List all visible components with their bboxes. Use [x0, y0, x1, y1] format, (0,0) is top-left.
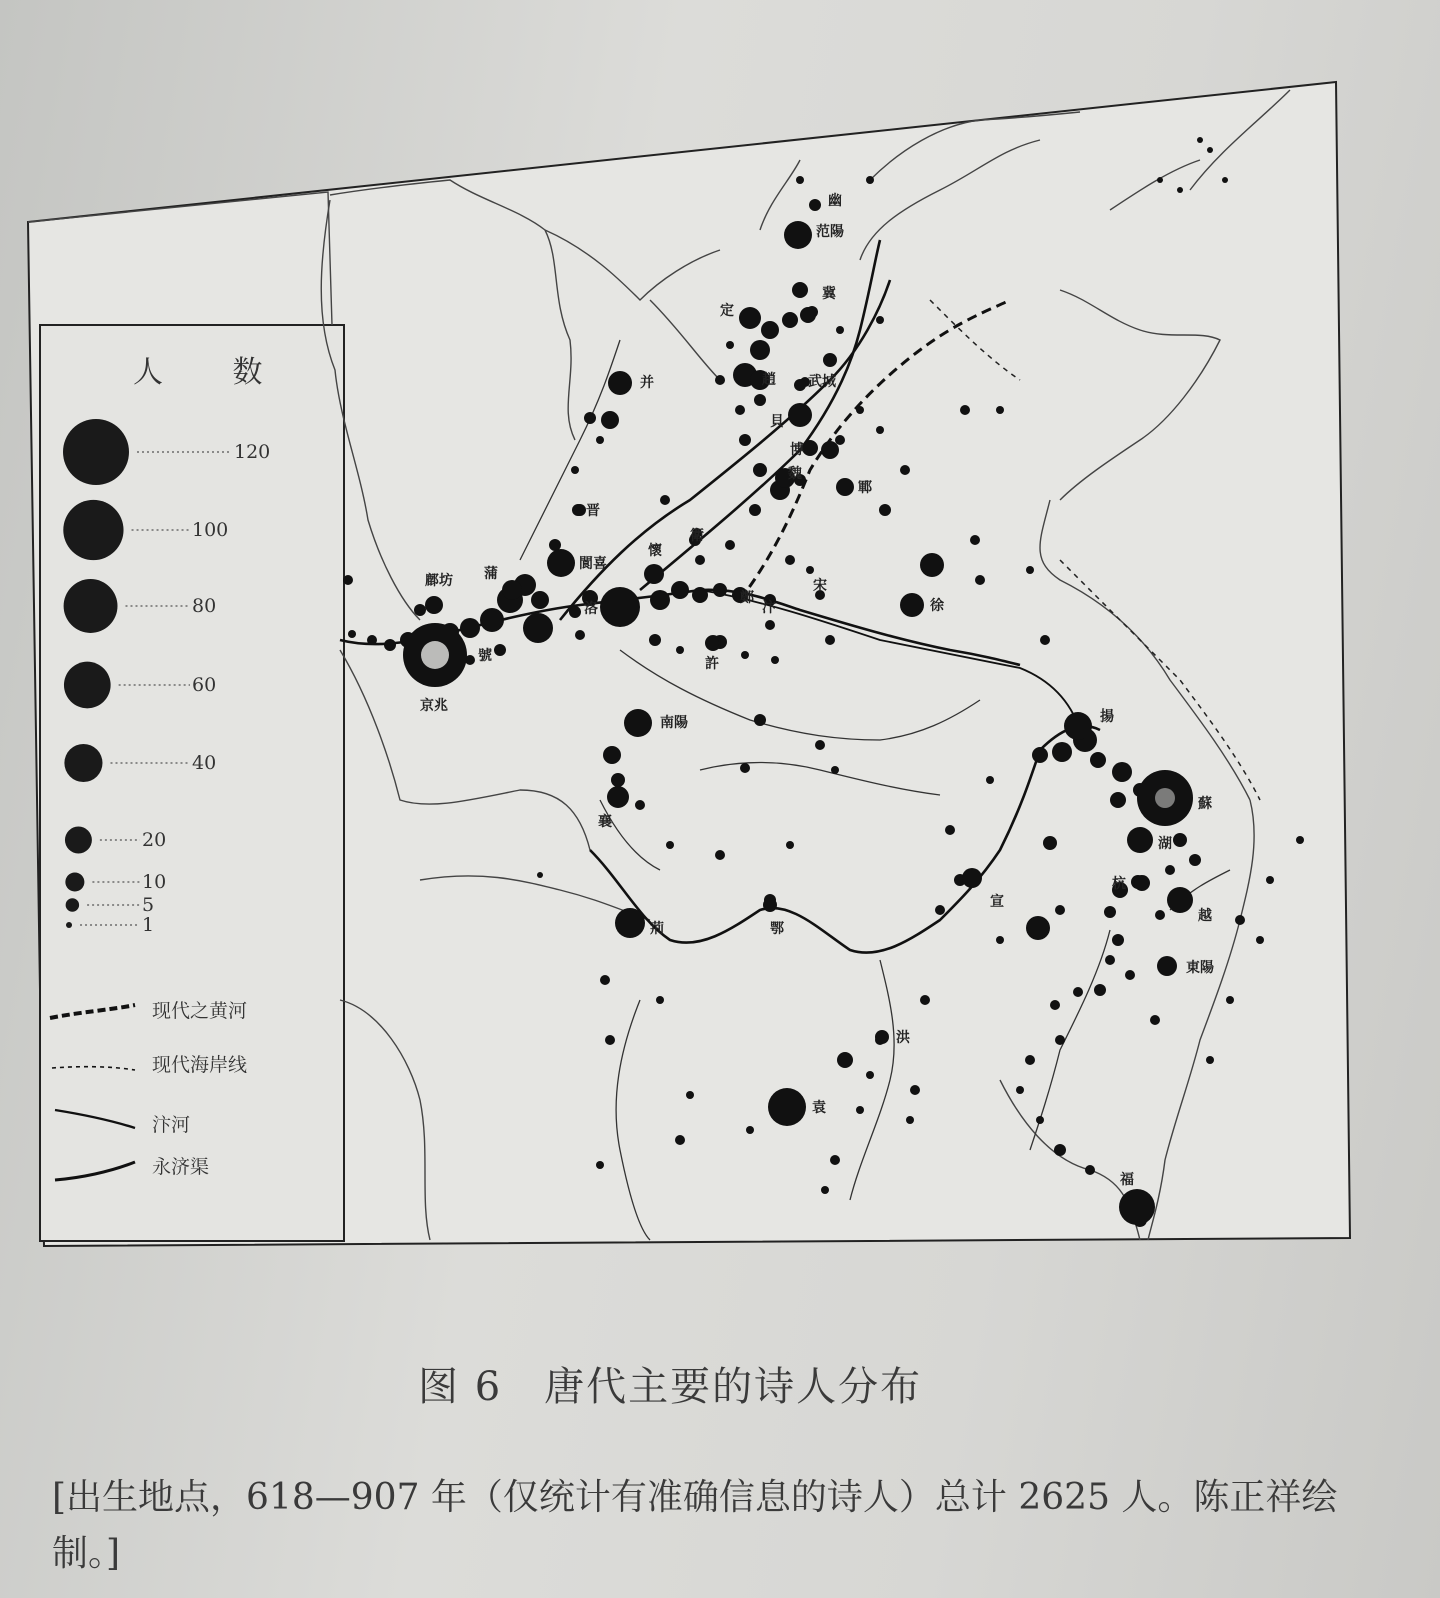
legend-size-label: 5	[142, 894, 155, 916]
city-marker	[962, 868, 982, 888]
city-label: 荊	[650, 921, 664, 937]
legend-size-label: 20	[142, 829, 167, 851]
city-label: 南陽	[660, 715, 688, 731]
legend-size-label: 10	[142, 871, 167, 893]
city-label: 并	[640, 375, 654, 391]
city-marker	[809, 199, 821, 211]
city-marker	[572, 504, 584, 516]
legend-size-circle	[63, 500, 123, 560]
city-marker	[624, 709, 652, 737]
city-marker	[763, 898, 777, 912]
city-label: 湖	[1158, 836, 1172, 852]
city-marker	[707, 637, 719, 649]
city-label: 揚	[1100, 709, 1114, 725]
city-label: 號	[478, 648, 492, 664]
city-marker	[875, 1030, 889, 1044]
legend-size-label: 1	[142, 914, 155, 936]
city-label: 鄜坊	[425, 573, 453, 589]
city-marker	[1134, 875, 1150, 891]
city-label: 許	[705, 656, 719, 672]
city-label: 鄂	[770, 921, 784, 937]
city-marker	[608, 371, 632, 395]
legend-size-circle	[63, 419, 129, 485]
city-label: 汴	[762, 600, 776, 616]
city-marker	[425, 596, 443, 614]
legend-label-modern-yellow-river: 现代之黄河	[152, 1000, 248, 1022]
city-label: 袁	[812, 1100, 826, 1116]
city-label: 范陽	[816, 224, 844, 240]
city-label: 趙	[762, 372, 776, 388]
legend-size-circle	[66, 898, 79, 911]
city-marker	[1157, 956, 1177, 976]
city-marker	[502, 580, 522, 600]
city-label: 晋	[586, 503, 600, 519]
city-marker	[794, 379, 806, 391]
city-marker	[784, 221, 812, 249]
city-label: 定	[720, 303, 734, 319]
city-label: 衛	[690, 528, 704, 544]
city-marker	[920, 553, 944, 577]
legend-size-label: 60	[192, 674, 217, 696]
city-label: 宣	[990, 894, 1004, 910]
legend-label-modern-coastline: 现代海岸线	[152, 1054, 248, 1076]
city-label: 貝	[770, 414, 784, 430]
city-marker	[607, 786, 629, 808]
city-marker	[900, 593, 924, 617]
city-label: 東陽	[1186, 960, 1214, 976]
city-marker-ring	[421, 641, 449, 669]
city-marker	[1026, 916, 1050, 940]
legend-size-label: 80	[192, 595, 217, 617]
legend-size-circle	[64, 744, 102, 782]
legend-size-circle	[65, 872, 84, 891]
city-marker	[739, 307, 761, 329]
legend-size-label: 100	[192, 519, 229, 541]
legend-title: 人 数	[133, 355, 293, 390]
city-label: 杭	[1112, 876, 1126, 892]
city-marker	[800, 307, 816, 323]
legend-label-yongji-canal: 永济渠	[152, 1156, 210, 1178]
city-marker	[768, 1088, 806, 1126]
city-label: 徐	[930, 598, 944, 614]
city-label: 越	[1198, 908, 1212, 924]
city-marker	[788, 403, 812, 427]
figure-caption-note: [出生地点，618—907 年（仅统计有准确信息的诗人）总计 2625 人。陈正祥绘制。]	[52, 1477, 1338, 1574]
legend-size-circle	[66, 922, 72, 928]
city-label: 鄭	[740, 590, 754, 606]
figure-caption-title: 图 6 唐代主要的诗人分布	[418, 1364, 923, 1410]
legend-size-circle	[64, 662, 111, 709]
city-label: 懷	[648, 543, 662, 559]
city-marker	[1119, 1189, 1155, 1225]
city-marker	[836, 478, 854, 496]
city-label: 武城	[808, 374, 836, 390]
city-marker	[1167, 887, 1193, 913]
city-label: 鄆	[858, 480, 872, 496]
legend-label-bian-canal: 汴河	[152, 1114, 191, 1136]
city-marker	[523, 613, 553, 643]
city-marker	[802, 440, 818, 456]
city-label: 蒲	[484, 566, 498, 582]
city-label: 冀	[822, 286, 836, 302]
city-label: 洛	[584, 601, 598, 617]
city-marker	[600, 587, 640, 627]
city-marker-ring	[1155, 788, 1175, 808]
city-label: 洪	[896, 1030, 910, 1046]
city-label: 襄	[598, 814, 612, 830]
city-label: 幽	[828, 193, 842, 209]
city-marker	[1064, 712, 1092, 740]
legend-size-label: 40	[192, 752, 217, 774]
legend-size-label: 120	[234, 441, 271, 463]
city-label: 宋	[813, 578, 827, 594]
legend-size-circle	[64, 579, 118, 633]
legend-size-circle	[65, 827, 92, 854]
city-marker	[644, 564, 664, 584]
city-label: 福	[1120, 1172, 1134, 1188]
city-marker	[1127, 827, 1153, 853]
city-marker	[547, 549, 575, 577]
city-label: 蘇	[1198, 796, 1212, 812]
city-label: 博	[790, 442, 804, 458]
city-marker	[615, 908, 645, 938]
city-label: 京兆	[420, 698, 448, 714]
city-label: 閬喜	[579, 556, 607, 572]
city-label: 魏	[788, 466, 802, 482]
